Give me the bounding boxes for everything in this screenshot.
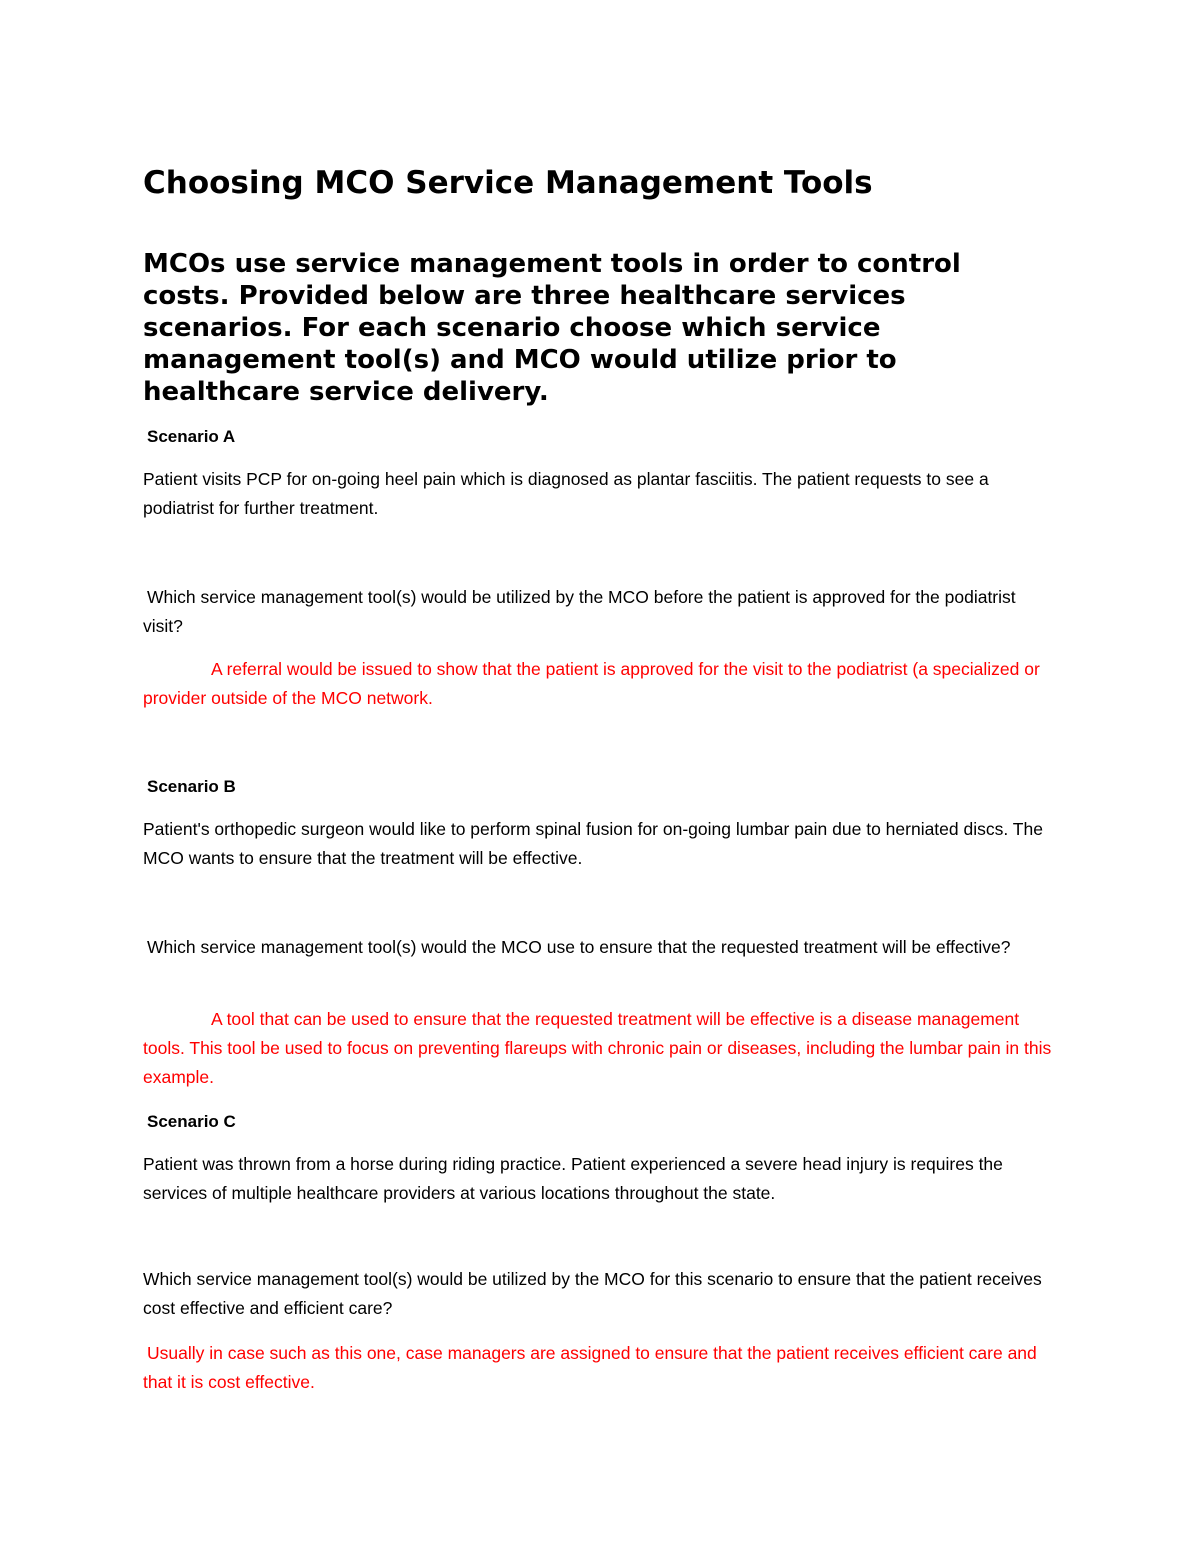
intro-paragraph: MCOs use service management tools in order to control costs. Provided below are three healthcare services scenarios. For each scenario choose which service management tool(s) and MCO would utilize prior to healthcare service delivery. xyxy=(143,249,961,407)
scenario-c-answer: Usually in case such as this one, case managers are assigned to ensure that the patient receives efficient care and that it is cost effective. xyxy=(143,1343,1037,1392)
scenario-b-question: Which service management tool(s) would the MCO use to ensure that the requested treatment will be effective? xyxy=(147,937,1011,957)
scenario-c-heading: Scenario C xyxy=(147,1112,236,1131)
scenario-a-description: Patient visits PCP for on-going heel pain which is diagnosed as plantar fasciitis. The patient requests to see a podiatrist for further treatment. xyxy=(143,469,989,518)
scenario-c-description: Patient was thrown from a horse during riding practice. Patient experienced a severe head injury is requires the services of multiple healthcare providers at various locations throughout the state. xyxy=(143,1154,1003,1203)
scenario-a-answer: A referral would be issued to show that the patient is approved for the visit to the podiatrist (a specialized or provider outside of the MCO network. xyxy=(143,659,1040,708)
scenario-c-question: Which service management tool(s) would be utilized by the MCO for this scenario to ensure that the patient receives cost effective and efficient care? xyxy=(143,1269,1042,1318)
scenario-a-question: Which service management tool(s) would be utilized by the MCO before the patient is approved for the podiatrist visit? xyxy=(143,587,1016,636)
scenario-a-heading: Scenario A xyxy=(147,427,236,446)
scenario-b-answer: A tool that can be used to ensure that the requested treatment will be effective is a disease management tools. This tool be used to focus on preventing flareups with chronic pain or diseases, including the lumbar pain in this example. xyxy=(143,1009,1052,1087)
document-title: Choosing MCO Service Management Tools xyxy=(143,165,873,201)
scenario-b-heading: Scenario B xyxy=(147,777,236,796)
scenario-b-description: Patient's orthopedic surgeon would like to perform spinal fusion for on-going lumbar pain due to herniated discs. The MCO wants to ensure that the treatment will be effective. xyxy=(143,819,1043,868)
